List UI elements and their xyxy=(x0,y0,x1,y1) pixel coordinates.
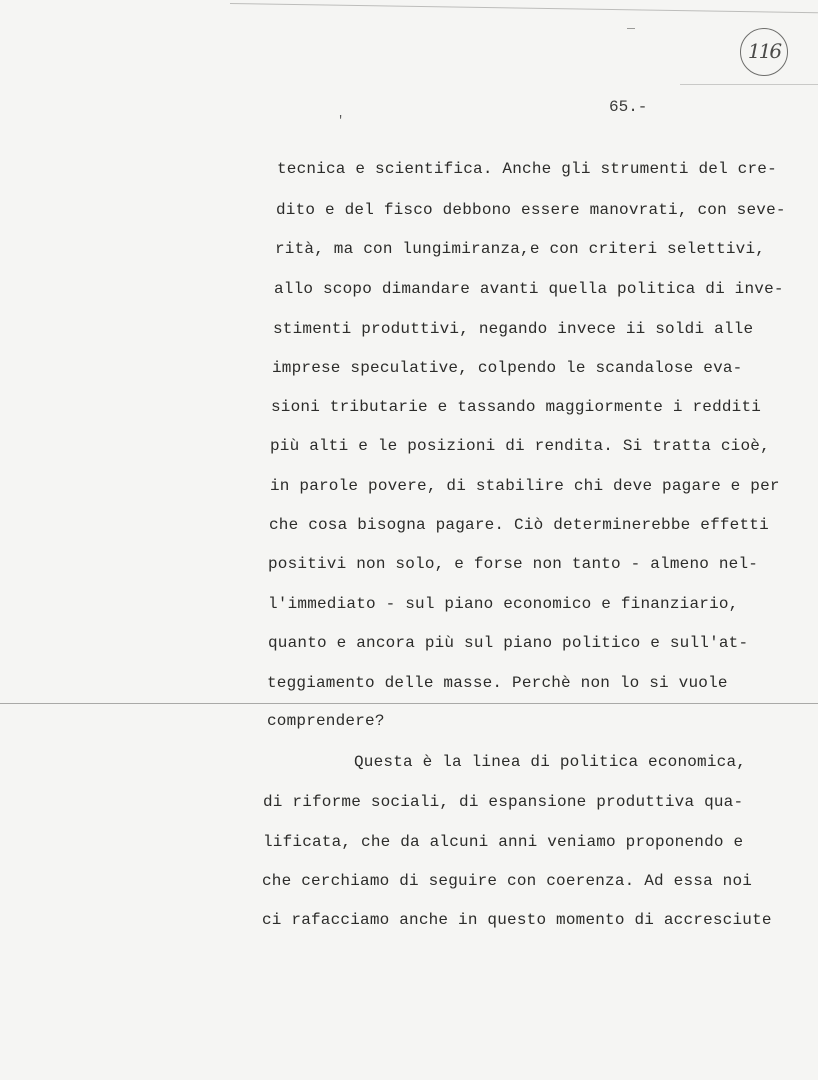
text-line: Questa è la linea di politica economica, xyxy=(354,753,747,771)
text-line: positivi non solo, e forse non tanto - almeno nel- xyxy=(268,555,759,573)
tick-mark: ' xyxy=(337,114,345,128)
text-line: quanto e ancora più sul piano politico e sull'at- xyxy=(268,634,749,652)
text-line: imprese speculative, colpendo le scandalose eva- xyxy=(272,359,743,377)
text-line: dito e del fisco debbono essere manovrati, con seve- xyxy=(276,201,786,219)
text-line: allo scopo dimandare avanti quella politica di inve- xyxy=(274,280,784,298)
page-number: 65.- xyxy=(609,98,648,116)
text-line: l'immediato - sul piano economico e finanziario, xyxy=(268,595,739,613)
text-line: teggiamento delle masse. Perchè non lo si vuole xyxy=(267,674,728,692)
text-line: di riforme sociali, di espansione produttiva qua- xyxy=(263,793,744,811)
text-line: in parole povere, di stabilire chi deve pagare e per xyxy=(270,477,780,495)
text-line: stimenti produttivi, negando invece ii soldi alle xyxy=(273,320,754,338)
text-line: più alti e le posizioni di rendita. Si tratta cioè, xyxy=(270,437,770,455)
stamp-number: 116 xyxy=(747,39,781,63)
text-line: che cerchiamo di seguire con coerenza. Ad essa noi xyxy=(262,872,753,890)
text-line: sioni tributarie e tassando maggiormente i redditi xyxy=(271,398,762,416)
text-line: lificata, che da alcuni anni veniamo proponendo e xyxy=(263,833,744,851)
text-line: comprendere? xyxy=(267,712,385,730)
text-line: che cosa bisogna pagare. Ciò determinerebbe effetti xyxy=(269,516,769,534)
text-line: ci rafacciamo anche in questo momento di accresciute xyxy=(262,911,772,929)
text-line: rità, ma con lungimiranza,e con criteri selettivi, xyxy=(275,240,766,258)
text-line: tecnica e scientifica. Anche gli strumenti del cre- xyxy=(277,160,777,178)
